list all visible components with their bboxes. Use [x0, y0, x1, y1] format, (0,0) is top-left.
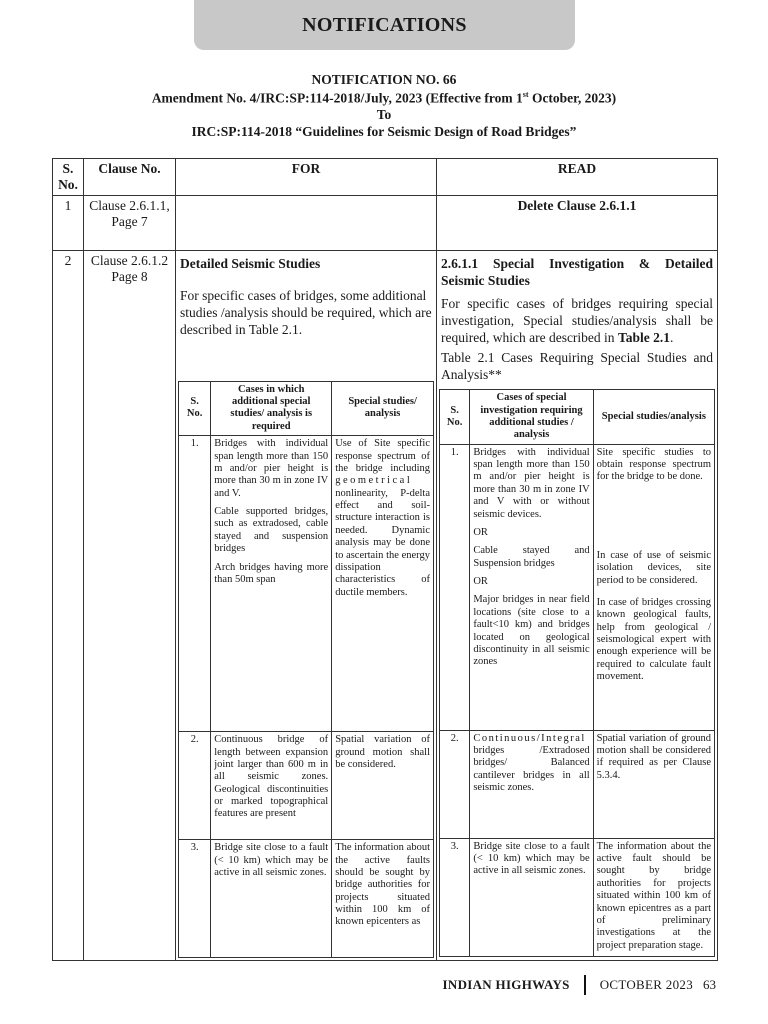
for-text: For specific cases of bridges, some additional studies /analysis should be required, which are described in Table 2.1. [180, 288, 432, 337]
read-text: For specific cases of bridges requiring special investigation, Special studies/analysis shall be required, which are described in Table 2.1. [441, 295, 713, 345]
row-clause: Clause 2.6.1.1, Page 7 [84, 196, 176, 251]
table-row [440, 444, 715, 730]
table-row [440, 838, 715, 956]
sub-row-studies: Spatial variation of ground motion shall be considered if required as per Clause 5.3.4. [593, 730, 714, 838]
table-header-row [53, 159, 718, 196]
sub-row-cases: Bridge site close to a fault (< 10 km) which may be active in all seismic zones. [470, 838, 593, 956]
section-banner: NOTIFICATIONS [194, 0, 575, 50]
sub-row-cases: Continuous bridge of length between expansion joint larger than 600 m in all seismic zones. Geological discontinuities or marked topographical features are present [211, 732, 332, 840]
page-footer [443, 975, 716, 995]
header-clause: Clause No. [84, 159, 176, 196]
sub-row-sno: 2. [440, 730, 470, 838]
read-subtable [439, 389, 715, 957]
table-row [440, 730, 715, 838]
sub-header-studies: Special studies/ analysis [332, 381, 434, 436]
footer-page-number: 63 [703, 977, 716, 992]
sub-row-sno: 3. [179, 840, 211, 958]
header-sno: S. No. [53, 159, 84, 196]
sub-header-sno: S. No. [179, 381, 211, 436]
table-row [179, 840, 434, 958]
header-for: FOR [176, 159, 437, 196]
sub-row-studies: The information about the active faults should be sought by bridge authorities for projects situated within 100 km of known epicenters as [332, 840, 434, 958]
sub-row-studies: Use of Site specific response spectrum of the bridge including geometrical nonlinearity, P-delta effect and soil-structure interaction is needed. Dynamic analysis may be done to ascertain the energy dissipation characteristics of ductile members. [332, 436, 434, 732]
table-row [179, 436, 434, 732]
sub-row-studies: Spatial variation of ground motion shall be considered. [332, 732, 434, 840]
footer-journal: INDIAN HIGHWAYS [442, 977, 570, 992]
row-clause: Clause 2.6.1.2 Page 8 [84, 251, 176, 961]
sub-row-studies: Site specific studies to obtain response spectrum for the bridge to be done. In case of use of seismic isolation devices, site period to be considered. In case of bridges crossing known geological faults, help from geological / seismological expert with enough experience will be required to calculate fault movement. [593, 444, 714, 730]
sub-header-sno: S. No. [440, 390, 470, 445]
sub-row-sno: 2. [179, 732, 211, 840]
row-for [176, 196, 437, 251]
sub-row-cases: Bridges with individual span length more than 150 m and/or pier height is more than 30 m in zone IV and V with or without seismic devices. OR Cable stayed and Suspension bridges OR Major bridges in near field locations (site close to a fault<10 km) and bridges located on geological discontinuity in all seismic zones [470, 444, 593, 730]
sub-row-sno: 1. [179, 436, 211, 732]
sub-header-cases: Cases in which additional special studies/ analysis is required [211, 381, 332, 436]
row-read: Delete Clause 2.6.1.1 [437, 196, 718, 251]
sub-header-cases: Cases of special investigation requiring additional studies / analysis [470, 390, 593, 445]
table-row [53, 251, 718, 961]
sub-row-cases: Bridges with individual span length more than 150 m and/or pier height is more than 30 m in zone IV and V. Cable supported bridges, such as extradosed, cable stayed and suspension bridges Arch bridges having more than 50m span [211, 436, 332, 732]
sub-row-studies: The information about the active fault should be sought by bridge authorities for projects situated within 100 km of known epicentres as a part of preliminary investigations at the project preparation stage. [593, 838, 714, 956]
sub-row-cases: Bridge site close to a fault (< 10 km) which may be active in all seismic zones. [211, 840, 332, 958]
amendment-table [52, 158, 718, 961]
for-subtable [178, 381, 434, 959]
sub-row-cases: Continuous/Integral bridges /Extradosed bridges/ Balanced cantilever bridges in all seismic zones. [470, 730, 593, 838]
sub-row-sno: 1. [440, 444, 470, 730]
row-sno: 2 [53, 251, 84, 961]
row-read [437, 251, 718, 961]
guideline-title: IRC:SP:114-2018 “Guidelines for Seismic Design of Road Bridges” [191, 124, 577, 139]
notification-number: NOTIFICATION NO. 66 [311, 72, 457, 87]
to-line: To [376, 107, 392, 122]
header-read: READ [437, 159, 718, 196]
table-row [179, 732, 434, 840]
for-title: Detailed Seismic Studies [180, 256, 321, 271]
footer-divider [584, 975, 586, 995]
sub-row-sno: 3. [440, 838, 470, 956]
amendment-line: Amendment No. 4/IRC:SP:114-2018/July, 2023 (Effective from 1st October, 2023) [151, 90, 617, 106]
row-for [176, 251, 437, 961]
sub-header-studies: Special studies/analysis [593, 390, 714, 445]
read-title: 2.6.1.1 Special Investigation & Detailed Seismic Studies [441, 256, 713, 288]
table-row [53, 196, 718, 251]
row-sno: 1 [53, 196, 84, 251]
footer-date: OCTOBER 2023 [599, 977, 693, 992]
read-caption: Table 2.1 Cases Requiring Special Studies and Analysis** [441, 350, 713, 383]
